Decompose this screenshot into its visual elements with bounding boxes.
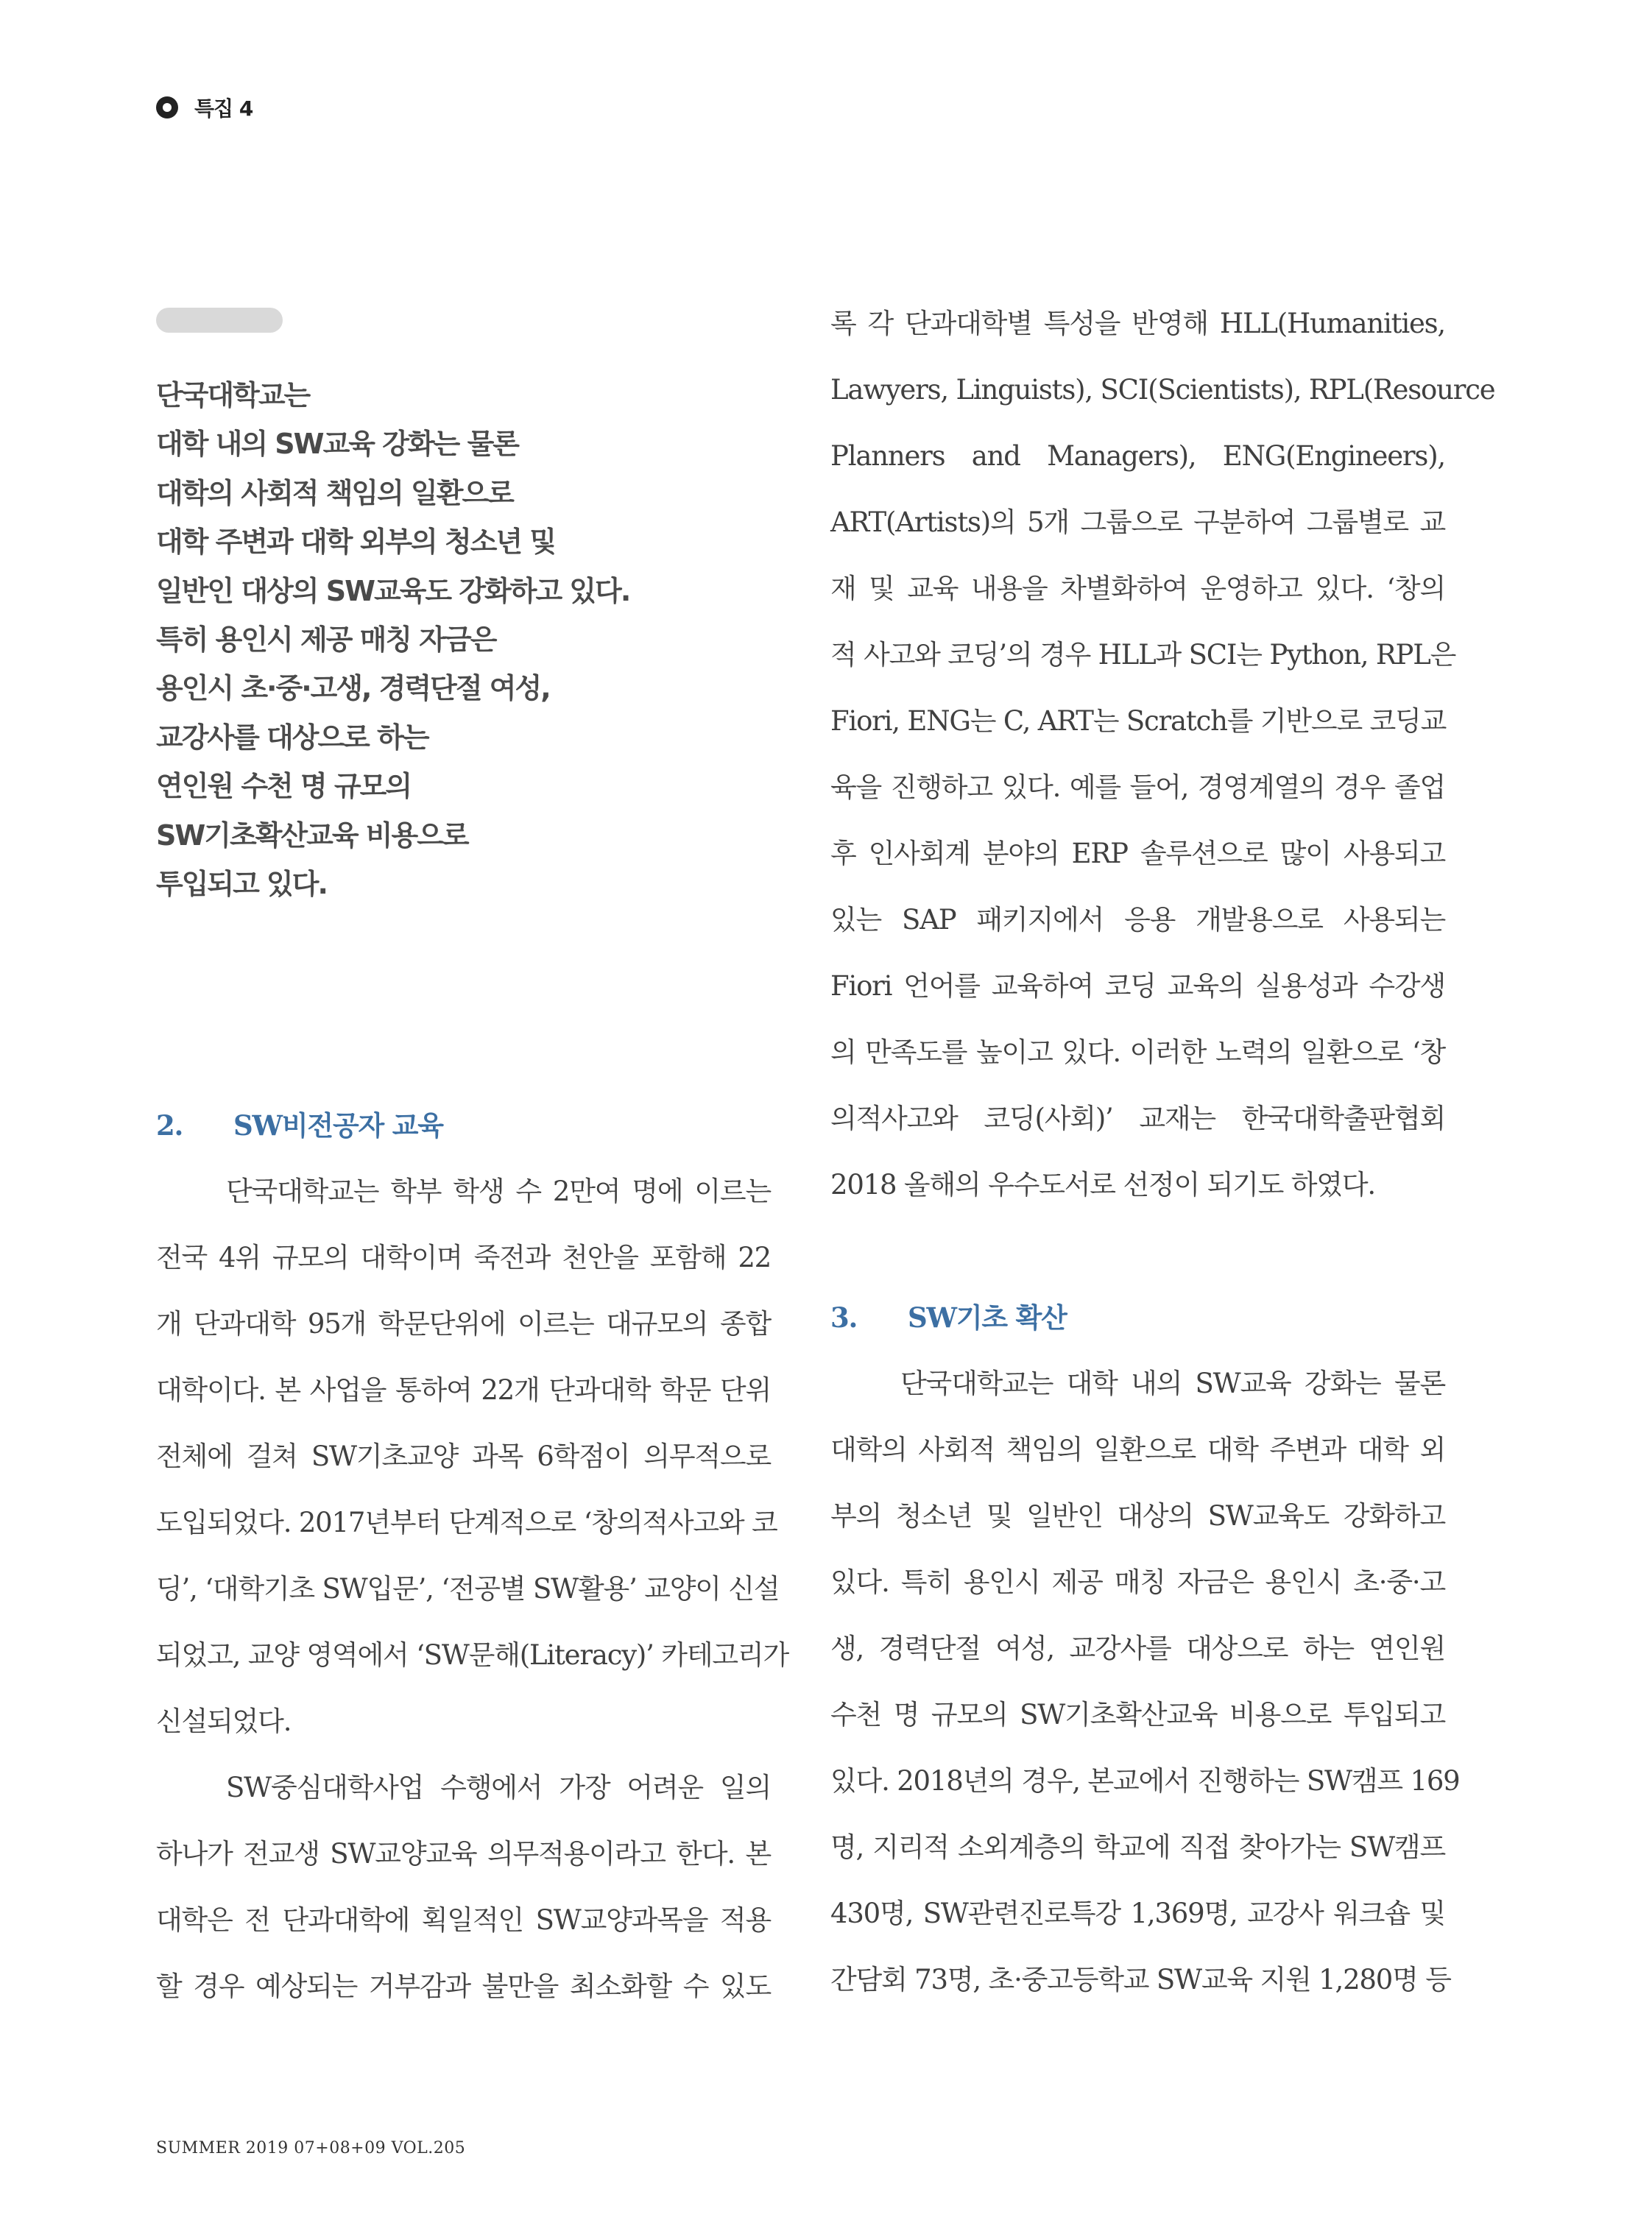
body-line: ART(Artists)의 5개 그룹으로 구분하여 그룹별로 교 (830, 506, 1445, 538)
body-line: 재 및 교육 내용을 차별화하여 운영하고 있다. ‘창의 (830, 573, 1445, 604)
body-line: 대학의 사회적 책임의 일환으로 대학 주변과 대학 외 (830, 1434, 1445, 1466)
body-line: 적 사고와 코딩’의 경우 HLL과 SCI는 Python, RPL은 (830, 639, 1456, 671)
body-line: 개 단과대학 95개 학문단위에 이르는 대규모의 종합 (156, 1308, 771, 1340)
footer-issue-info: SUMMER 2019 07+08+09 VOL.205 (156, 2139, 466, 2157)
section-header (156, 93, 253, 122)
body-line: 있다. 2018년의 경우, 본교에서 진행하는 SW캠프 169 (830, 1765, 1460, 1797)
body-line: SW중심대학사업 수행에서 가장 어려운 일의 (226, 1772, 771, 1803)
section-gap (830, 1218, 1445, 1284)
pull-quote-line: 교강사를 대상으로 하는 (156, 721, 428, 754)
pull-quote-line: SW기초확산교육 비용으로 (156, 819, 468, 852)
decorative-pill (156, 308, 283, 333)
body-line: 도입되었다. 2017년부터 단계적으로 ‘창의적사고와 코 (156, 1507, 777, 1538)
body-line: 후 인사회계 분야의 ERP 솔루션으로 많이 사용되고 (830, 838, 1445, 869)
body-line: 신설되었다. (156, 1705, 292, 1737)
body-line: 간담회 73명, 초·중고등학교 SW교육 지원 1,280명 등 (830, 1964, 1451, 1996)
section-title: SW비전공자 교육 (233, 1109, 443, 1142)
body-line: 의적사고와 코딩(사회)’ 교재는 한국대학출판협회 (830, 1103, 1445, 1134)
pull-quote-line: 일반인 대상의 SW교육도 강화하고 있다. (156, 574, 630, 607)
header-label: 특집 4 (194, 96, 253, 121)
body-line: 430명, SW관련진로특강 1,369명, 교강사 워크숍 및 (830, 1898, 1445, 1929)
section-number: 3. (830, 1301, 858, 1334)
pull-quote-line: 대학 주변과 대학 외부의 청소년 및 (156, 526, 556, 559)
body-line: 2018 올해의 우수도서로 선정이 되기도 하였다. (830, 1169, 1375, 1201)
body-line: 전국 4위 규모의 대학이며 죽전과 천안을 포함해 22 (156, 1242, 771, 1273)
pull-quote-line: 연인원 수천 명 규모의 (156, 770, 412, 803)
body-line: 의 만족도를 높이고 있다. 이러한 노력의 일환으로 ‘창 (830, 1036, 1445, 1068)
section-2-heading (156, 1092, 771, 1159)
body-line: Fiori, ENG는 C, ART는 Scratch를 기반으로 코딩교 (830, 705, 1447, 737)
body-line: 되었고, 교양 영역에서 ‘SW문해(Literacy)’ 카테고리가 (156, 1639, 788, 1671)
body-line: Lawyers, Linguists), SCI(Scientists), RPL(Resource (830, 374, 1495, 406)
pull-quote-line: 투입되고 있다. (156, 868, 327, 901)
body-line: 하나가 전교생 SW교양교육 의무적용이라고 한다. 본 (156, 1838, 771, 1870)
body-line: 단국대학교는 대학 내의 SW교육 강화는 물론 (900, 1368, 1445, 1399)
body-line: 생, 경력단절 여성, 교강사를 대상으로 하는 연인원 (830, 1633, 1445, 1664)
body-line: Planners and Managers), ENG(Engineers), (830, 440, 1445, 472)
body-line: 수천 명 규모의 SW기초확산교육 비용으로 투입되고 (830, 1699, 1445, 1731)
pull-quote-line: 대학의 사회적 책임의 일환으로 (156, 476, 513, 509)
left-column (156, 1092, 788, 2020)
body-line: 할 경우 예상되는 거부감과 불만을 최소화할 수 있도 (156, 1970, 771, 2002)
section-number: 2. (156, 1109, 183, 1142)
body-line: 명, 지리적 소외계층의 학교에 직접 찾아가는 SW캠프 (830, 1831, 1445, 1863)
body-line: 대학이다. 본 사업을 통하여 22개 단과대학 학문 단위 (156, 1374, 771, 1406)
body-line: Fiori 언어를 교육하여 코딩 교육의 실용성과 수강생 (830, 970, 1445, 1002)
pull-quote-line: 특히 용인시 제공 매칭 자금은 (156, 623, 496, 657)
pull-quote-line: 단국대학교는 (156, 379, 310, 411)
right-column (830, 291, 1495, 2013)
body-line: 딩’, ‘대학기초 SW입문’, ‘전공별 SW활용’ 교양이 신설 (156, 1573, 780, 1605)
body-line: 부의 청소년 및 일반인 대상의 SW교육도 강화하고 (830, 1500, 1445, 1532)
body-line: 전체에 걸쳐 SW기초교양 과목 6학점이 의무적으로 (156, 1441, 771, 1472)
section-title: SW기초 확산 (908, 1301, 1067, 1334)
body-line: 있다. 특히 용인시 제공 매칭 자금은 용인시 초·중·고 (830, 1566, 1445, 1598)
body-line: 있는 SAP 패키지에서 응용 개발용으로 사용되는 (830, 904, 1445, 936)
pull-quote-line: 용인시 초·중·고생, 경력단절 여성, (156, 672, 550, 705)
circle-bullet-icon (156, 96, 178, 119)
section-3-heading (830, 1284, 1445, 1351)
body-line: 대학은 전 단과대학에 획일적인 SW교양과목을 적용 (156, 1904, 771, 1936)
body-line: 단국대학교는 학부 학생 수 2만여 명에 이르는 (226, 1176, 771, 1207)
body-line: 록 각 단과대학별 특성을 반영해 HLL(Humanities, (830, 308, 1445, 339)
body-line: 육을 진행하고 있다. 예를 들어, 경영계열의 경우 졸업 (830, 771, 1445, 803)
pull-quote-line: 대학 내의 SW교육 강화는 물론 (156, 428, 518, 461)
pull-quote (156, 371, 804, 908)
